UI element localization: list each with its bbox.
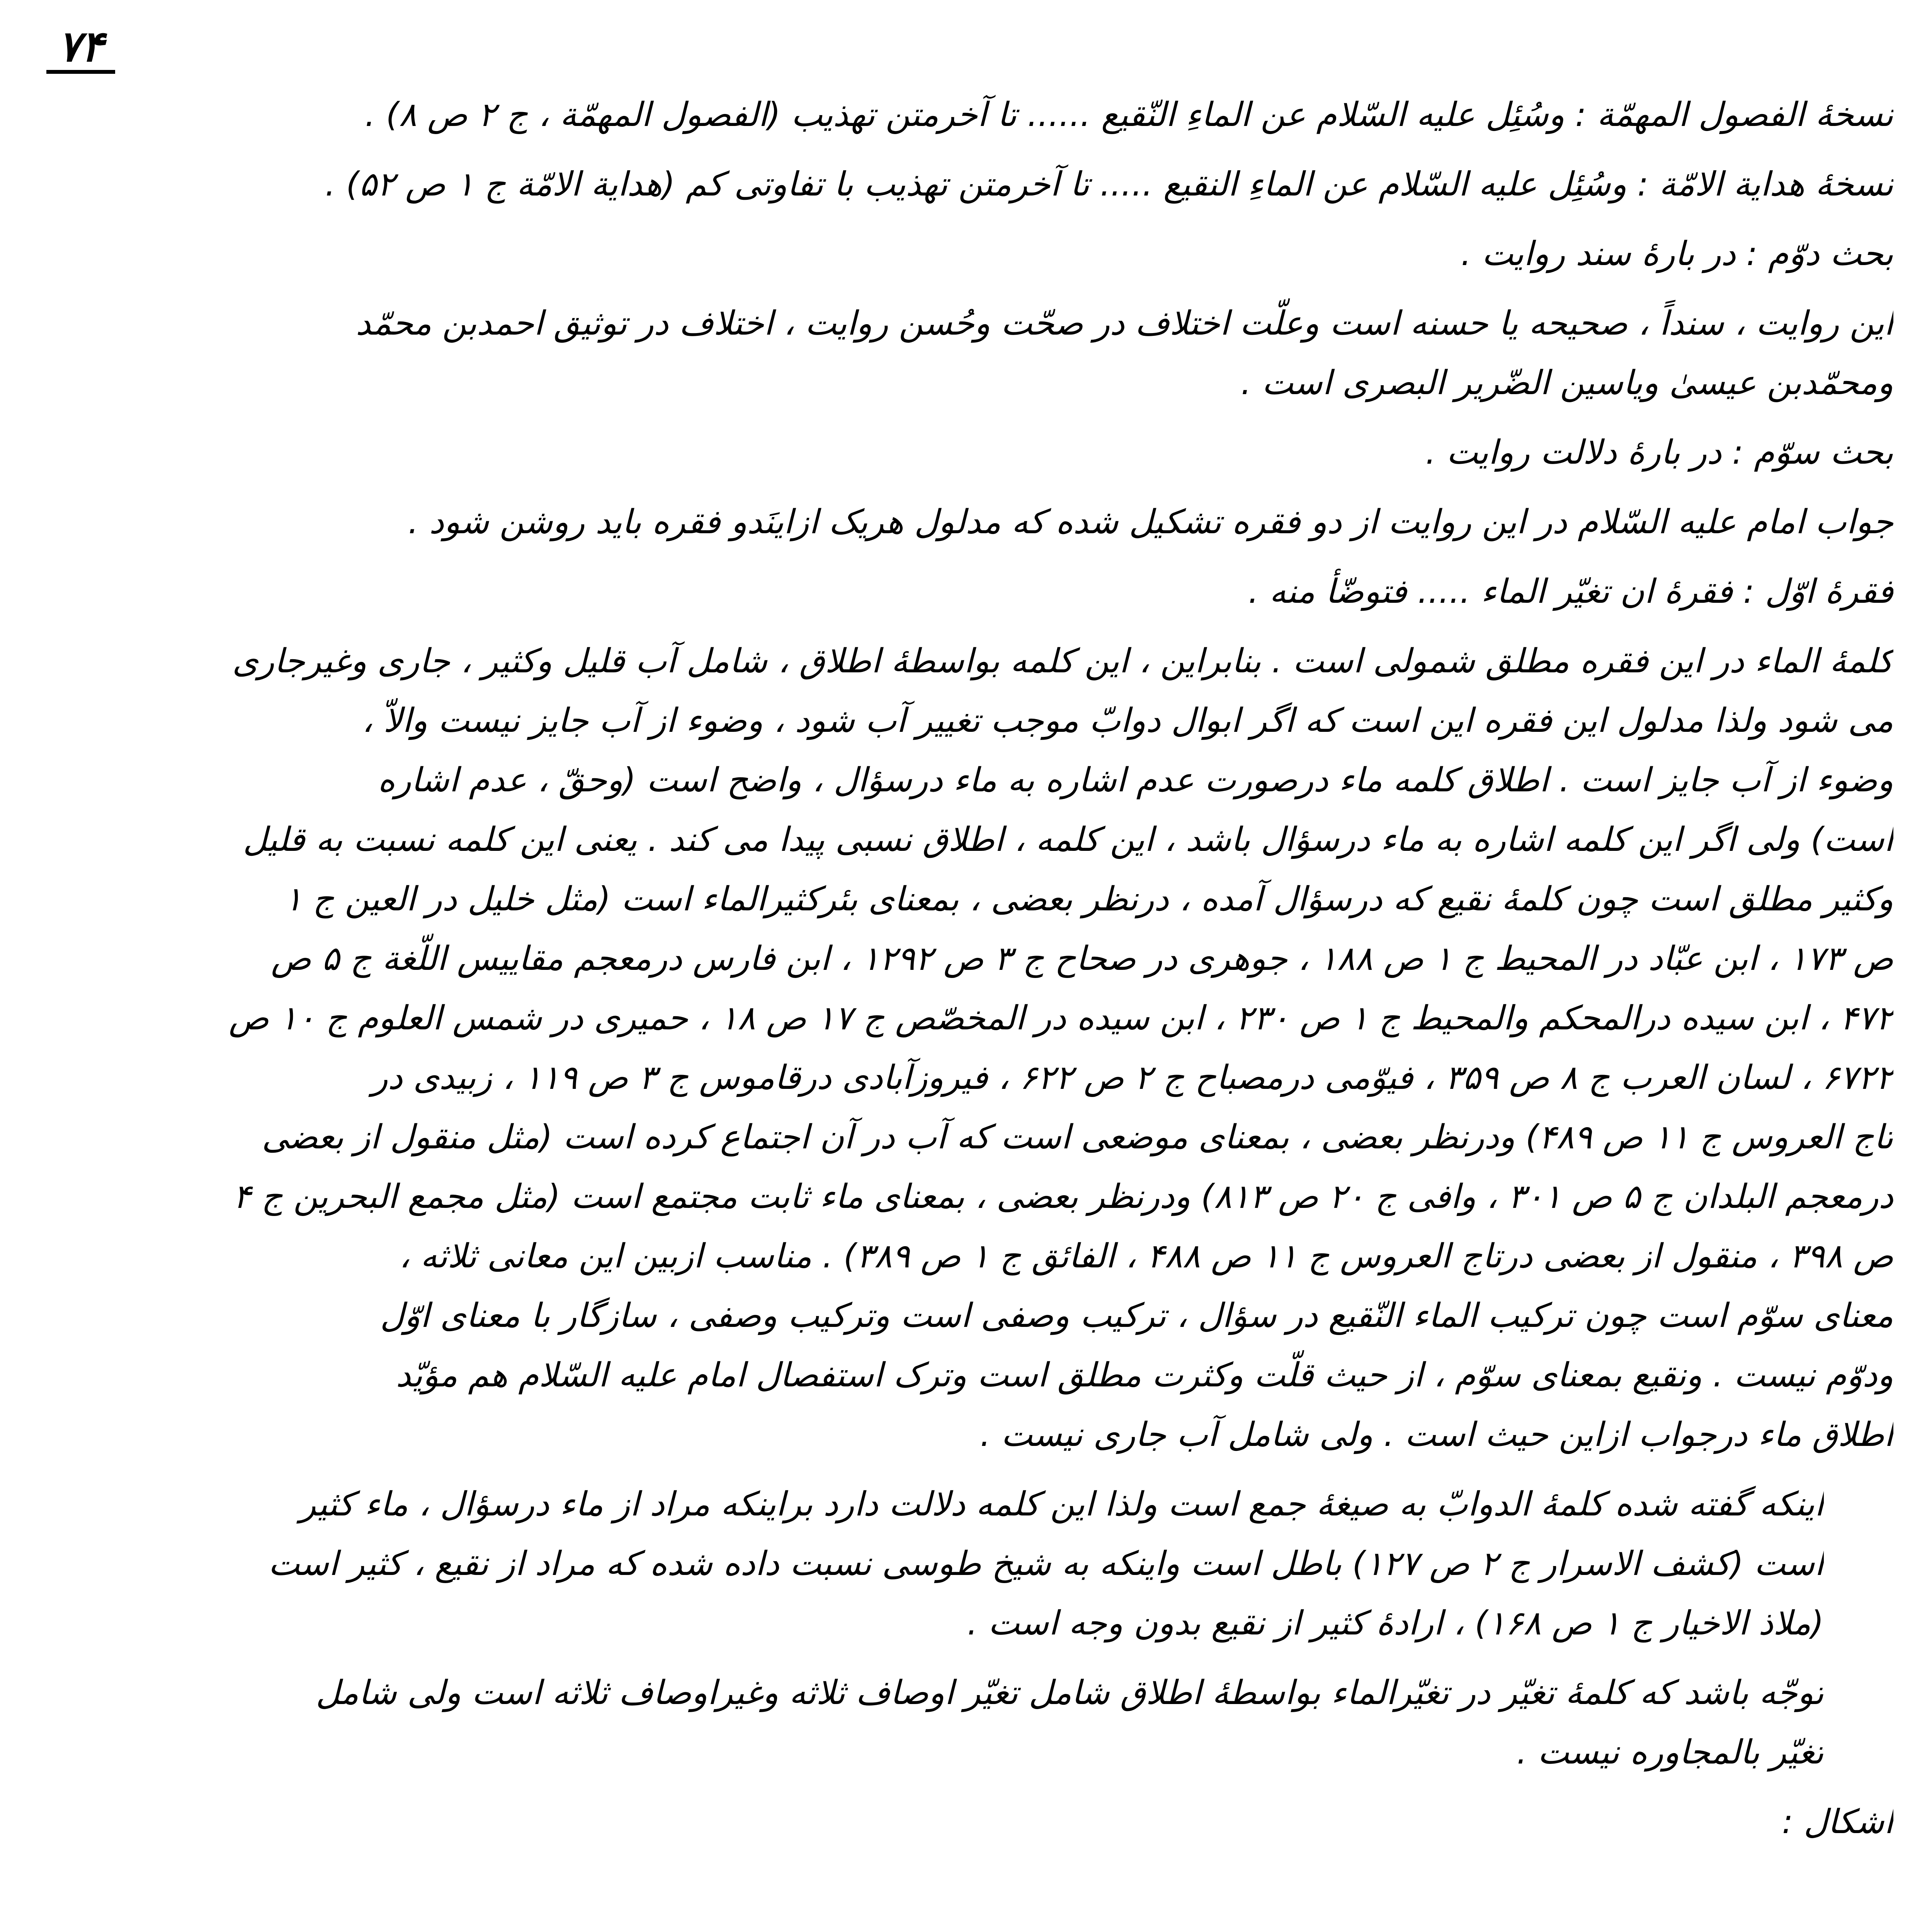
paragraph-objection-response [50, 1475, 1893, 1653]
text-line: اینکه گفته شده کلمهٔ الدوابّ به صیغهٔ جمع است ولذا این کلمه دلالت دارد براینکه مراد از ماء درسؤال ، ماء کثیر [299, 1485, 1824, 1524]
paragraph-ishkal [50, 1792, 1893, 1852]
page-number: ۷۴ [46, 23, 115, 74]
text-line: نسخهٔ الفصول المهمّة : وسُئِل علیه السّلام عن الماءِ النّقیع ...... تا آخرمتن تهذیب (الفصول المهمّة ، ج ۲ ص ۸) . [365, 95, 1893, 134]
text-line: وکثیر مطلق است چون کلمهٔ نقیع که درسؤال آمده ، درنظر بعضی ، بمعنای بئرکثیرالماء است (مثل خلیل در العین ج ۱ [284, 880, 1893, 918]
paragraph-answer [50, 492, 1893, 552]
text-line: وضوء از آب جایز است . اطلاق کلمه ماء درصورت عدم اشاره به ماء درسؤال ، واضح است (وحقّ ، عدم اشاره [378, 761, 1893, 799]
section-heading: بحث سوّم : در بارهٔ دلالت روایت . [1425, 433, 1893, 472]
text-line: جواب امام علیه السّلام در این روایت از دو فقره تشکیل شده که مدلول هریک ازاینَدو فقره باید روشن شود . [408, 503, 1893, 541]
text-line: ۶۷۲۲ ، لسان العرب ج ۸ ص ۳۵۹ ، فیوّمی درمصباح ج ۲ ص ۶۲۲ ، فیروزآبادی درقاموس ج ۳ ص ۱۱۹ ، زبیدی در [372, 1058, 1893, 1097]
paragraph-sanad [50, 294, 1893, 413]
text-line: ص ۱۷۳ ، ابن عبّاد در المحیط ج ۱ ص ۱۸۸ ، جوهری در صحاح ج ۳ ص ۱۲۹۲ ، ابن فارس درمعجم مقاییس اللّغة ج ۵ ص [271, 939, 1893, 978]
text-line: است (کشف الاسرار ج ۲ ص ۱۲۷) باطل است واینکه به شیخ طوسی نسبت داده شده که مراد از نقیع ، کثیر است [268, 1544, 1824, 1583]
section-heading: اشکال : [1782, 1803, 1893, 1841]
text-line: تغیّر بالمجاوره نیست . [1516, 1733, 1824, 1772]
page-body [50, 85, 1893, 1862]
text-line: است) ولی اگر این کلمه اشاره به ماء درسؤال باشد ، این کلمه ، اطلاق نسبی پیدا می کند . یعنی این کلمه نسبت به قلیل [243, 820, 1893, 859]
text-line: توجّه باشد که کلمهٔ تغیّر در تغیّرالماء بواسطهٔ اطلاق شامل تغیّر اوصاف ثلاثه وغیراوصاف ثلاثه است ولی شامل [316, 1673, 1824, 1712]
text-line: اطلاق ماء درجواب ازاین حیث است . ولی شامل آب جاری نیست . [980, 1415, 1893, 1454]
paragraph-source-fusul [50, 85, 1893, 145]
paragraph-first-clause [50, 562, 1893, 621]
text-line: ۴۷۲ ، ابن سیده درالمحکم والمحیط ج ۱ ص ۲۳۰ ، ابن سیده در المخصّص ج ۱۷ ص ۱۸ ، حمیری در شمس العلوم ج ۱۰ ص [228, 999, 1893, 1037]
text-line: ودوّم نیست . ونقیع بمعنای سوّم ، از حیث قلّت وکثرت مطلق است وترک استفصال امام علیه السّلام هم مؤیّد [396, 1356, 1893, 1395]
section-heading-dalalat [50, 423, 1893, 482]
text-line: ص ۳۹۸ ، منقول از بعضی درتاج العروس ج ۱۱ ص ۴۸۸ ، الفائق ج ۱ ص ۳۸۹) . مناسب ازبین این معانی ثلاثه ، [399, 1237, 1893, 1276]
text-line: درمعجم البلدان ج ۵ ص ۳۰۱ ، وافی ج ۲۰ ص ۸۱۳) ودرنظر بعضی ، بمعنای ماء ثابت مجتمع است (مثل مجمع البحرین ج ۴ [233, 1177, 1893, 1216]
paragraph-source-hidaya [50, 155, 1893, 214]
section-heading: فقرهٔ اوّل : فقرهٔ ان تغیّر الماء ..... فتوضّأ منه . [1248, 572, 1893, 611]
paragraph-note [50, 1663, 1893, 1782]
text-line: این روایت ، سنداً ، صحیحه یا حسنه است وعلّت اختلاف در صحّت وحُسن روایت ، اختلاف در توثیق احمدبن محمّد [355, 304, 1893, 343]
paragraph-analysis [50, 631, 1893, 1464]
text-line: (ملاذ الاخیار ج ۱ ص ۱۶۸) ، ارادهٔ کثیر از نقیع بدون وجه است . [967, 1604, 1824, 1643]
text-line: نسخهٔ هدایة الامّة : وسُئِل علیه السّلام عن الماءِ النقیع ..... تا آخرمتن تهذیب با تفاوتی کم (هدایة الامّة ج ۱ ص ۵۲) . [325, 165, 1893, 204]
text-line: معنای سوّم است چون ترکیب الماء النّقیع در سؤال ، ترکیب وصفی است وترکیب وصفی ، سازگار با معنای اوّل [380, 1296, 1893, 1335]
section-heading-sanad [50, 224, 1893, 284]
text-line: کلمهٔ الماء در این فقره مطلق شمولی است . بنابراین ، این کلمه بواسطهٔ اطلاق ، شامل آب قلیل وکثیر ، جاری وغیرجاری [232, 642, 1893, 680]
text-line: ومحمّدبن عیسیٰ ویاسین الضّریر البصری است . [1241, 364, 1893, 402]
text-line: می شود ولذا مدلول این فقره این است که اگر ابوال دوابّ موجب تغییر آب شود ، وضوء از آب جایز نیست والاّ ، [362, 701, 1893, 740]
text-line: تاج العروس ج ۱۱ ص ۴۸۹) ودرنظر بعضی ، بمعنای موضعی است که آب در آن اجتماع کرده است (مثل منقول از بعضی [262, 1118, 1893, 1156]
section-heading: بحث دوّم : در بارهٔ سند روایت . [1461, 235, 1893, 273]
